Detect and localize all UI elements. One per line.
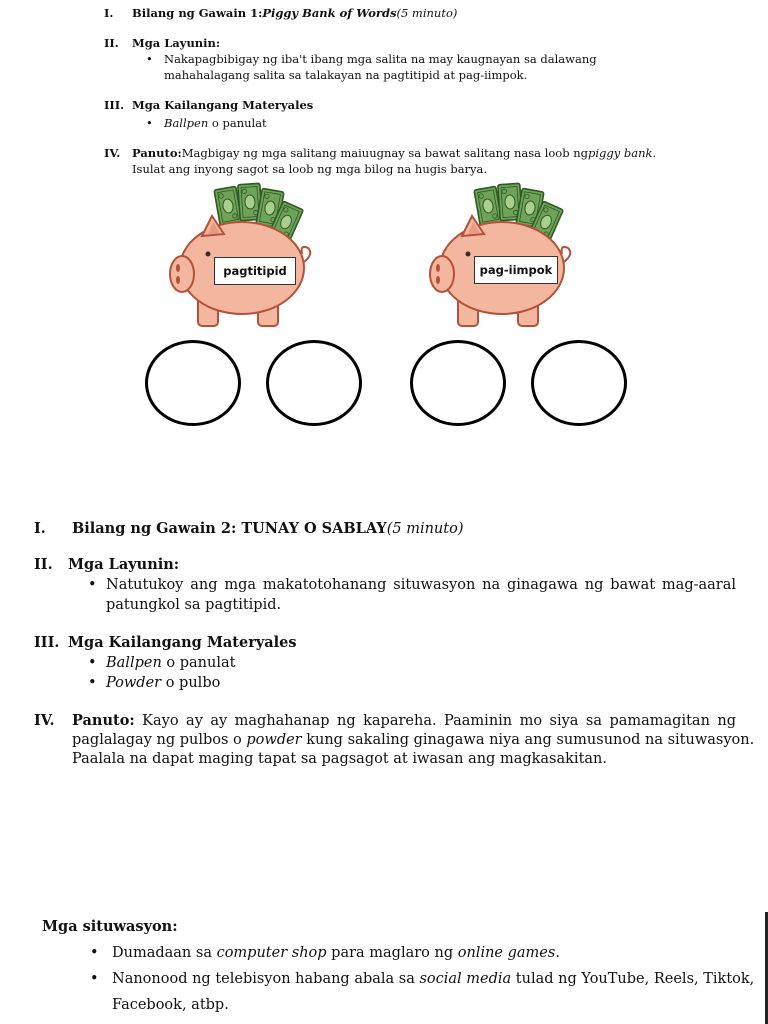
activity1-time: (5 minuto) [396, 6, 458, 20]
activity2-materials-title: Mga Kailangang Materyales [68, 634, 297, 651]
activity1-instructions: IV. Panuto: Magbigay ng mga salitang maiuugnay sa bawat salitang nasa loob ng piggy bank . [104, 146, 657, 160]
situation-item-2: Nanonood ng telebisyon habang abala sa social media tulad ng YouTube, Reels, Tiktok, [112, 971, 755, 987]
piggy-right-label: pag-iimpok [474, 256, 558, 284]
activity2-material-powder: Powder o pulbo [106, 675, 221, 691]
activity2-objective-line1: Natutukoy ang mga makatotohanang situwasyon na ginagawa ng bawat mag-aaral [106, 577, 736, 593]
activity1-materials-title: Mga Kailangang Materyales [132, 98, 314, 112]
bullet-icon: • [146, 52, 153, 66]
situation-item-1: Dumadaan sa computer shop para maglaro ng online games. [112, 945, 560, 961]
situation-item-2-line2: Facebook, atbp. [112, 997, 229, 1013]
activity2-instructions-line1: IV. Panuto: Kayo ay ay maghahanap ng kapareha. Paaminin mo siya sa pamamagitan ng [34, 712, 736, 729]
activity1-num-i: I. [104, 6, 114, 20]
bullet-icon: • [88, 655, 97, 671]
activity2-materials-heading [34, 634, 297, 651]
piggy-bank-right-icon [430, 183, 570, 326]
activity1-objective-line2: mahahalagang salita sa talakayan na pagtitipid at pag-iimpok. [164, 68, 528, 82]
bullet-icon: • [146, 116, 153, 130]
activity1-material-item: Ballpen o panulat [164, 116, 267, 130]
bullet-icon: • [90, 971, 99, 987]
activity2-time: (5 minuto) [386, 521, 464, 537]
activity2-instructions-line2: paglalagay ng pulbos o powder kung sakaling ginagawa niya ang sumusunod na situwasyon. [72, 732, 755, 748]
activity2-objective-line2: patungkol sa pagtitipid. [106, 597, 282, 613]
activity2-num-ii: II. [34, 556, 53, 573]
activity2-material-ballpen: Ballpen o panulat [106, 655, 236, 671]
activity1-instructions-line2: Isulat ang inyong sagot sa loob ng mga bilog na hugis barya. [132, 162, 488, 176]
activity1-title-em: Piggy Bank of Words [262, 6, 397, 20]
activity1-num-iv: IV. [104, 146, 121, 160]
activity2-num-iii: III. [34, 634, 60, 651]
activity1-title: Bilang ng Gawain 1: [132, 6, 263, 20]
bullet-icon: • [88, 675, 97, 691]
answer-coin-3[interactable] [410, 340, 506, 426]
activity1-materials-heading [104, 98, 313, 112]
answer-coin-4[interactable] [531, 340, 627, 426]
bullet-icon: • [88, 577, 97, 593]
activity2-num-i: I. [34, 520, 46, 537]
activity2-objectives-title: Mga Layunin: [68, 556, 180, 573]
activity1-num-iii: III. [104, 98, 125, 112]
activity1-objectives-heading [104, 36, 220, 50]
activity2-title: Bilang ng Gawain 2: TUNAY O SABLAY [72, 520, 387, 537]
situations-title: Mga situwasyon: [42, 918, 178, 935]
activity1-heading [104, 6, 457, 20]
bullet-icon: • [90, 945, 99, 961]
activity1-num-ii: II. [104, 36, 119, 50]
answer-coin-2[interactable] [266, 340, 362, 426]
piggy-bank-illustrations [0, 178, 768, 338]
activity2-objectives-heading [34, 556, 179, 573]
activity1-objective-line1: Nakapagbibigay ng iba't ibang mga salita na may kaugnayan sa dalawang [164, 52, 597, 66]
activity2-instructions-line3: Paalala na dapat maging tapat sa pagsagot at iwasan ang magkasakitan. [72, 751, 607, 767]
activity1-objectives-title: Mga Layunin: [132, 36, 221, 50]
answer-coin-1[interactable] [145, 340, 241, 426]
activity1-instructions-title: Panuto: [132, 146, 182, 160]
piggy-left-label: pagtitipid [214, 257, 296, 285]
activity2-heading [34, 520, 464, 537]
piggy-bank-left-icon [170, 183, 310, 326]
